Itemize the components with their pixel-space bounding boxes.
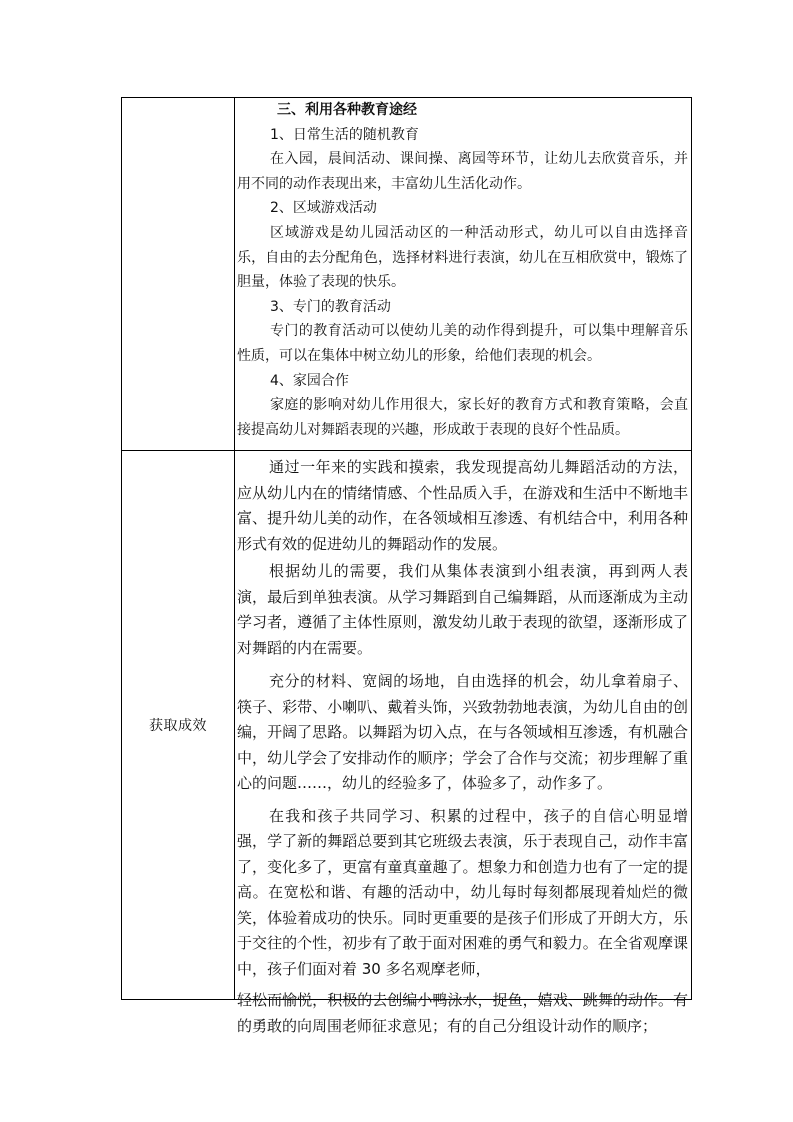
table-row-methods bbox=[122, 98, 691, 451]
results-content-cell bbox=[235, 451, 691, 1035]
methods-content-cell bbox=[235, 98, 691, 450]
item-2-title: 2、区域游戏活动 bbox=[270, 200, 377, 217]
results-label-cell bbox=[122, 451, 235, 999]
results-paragraph-4: 在我和孩子共同学习、积累的过程中，孩子的自信心明显增强，学了新的舞蹈总要到其它班级去表演，乐于表现自己，动作丰富了，变化多了，更富有童真童趣了。想象力和创造力也有了一定的提高。在宽松和谐、有趣的活动中，幼儿每时每刻都展现着灿烂的微笑，体验着成功的快乐。同时更重要的是孩子们形成了开朗大方，乐于交往的个性，初步有了敢于面对困难的勇气和毅力。在全省观摩课中，孩子们面对着 30 多名观摩老师， bbox=[237, 806, 688, 978]
document-table bbox=[121, 97, 692, 1035]
row-label-cell bbox=[122, 98, 235, 450]
section-heading: 三、利用各种教育途经 bbox=[277, 102, 417, 118]
item-1-text: 在入园，晨间活动、课间操、离园等环节，让幼儿去欣赏音乐，并用不同的动作表现出来，丰富幼儿生活化动作。 bbox=[237, 151, 688, 192]
results-paragraph-3: 充分的材料、宽阔的场地，自由选择的机会，幼儿拿着扇子、筷子、彩带、小喇叭、戴着头饰，兴致勃勃地表演，为幼儿自由的创编，开阔了思路。以舞蹈为切入点，在与各领域相互渗透，有机融合中，幼儿学会了安排动作的顺序；学会了合作与交流；初步理解了重心的问题……，幼儿的经验多了，体验多了，动作多了。 bbox=[237, 672, 688, 792]
results-paragraph-1: 通过一年来的实践和摸索，我发现提高幼儿舞蹈活动的方法，应从幼儿内在的情绪情感、个性品质入手，在游戏和生活中不断地丰富、提升幼儿美的动作，在各领域相互渗透、有机结合中，利用各种形式有效的促进幼儿的舞蹈动作的发展。 bbox=[237, 458, 688, 553]
item-4-text: 家庭的影响对幼儿作用很大，家长好的教育方式和教育策略，会直接提高幼儿对舞蹈表现的兴趣，形成敢于表现的良好个性品质。 bbox=[237, 397, 688, 438]
item-4-title: 4、家园合作 bbox=[270, 372, 349, 389]
item-3-text: 专门的教育活动可以使幼儿美的动作得到提升，可以集中理解音乐性质，可以在集体中树立幼儿的形象，给他们表现的机会。 bbox=[237, 323, 688, 364]
item-3-title: 3、专门的教育活动 bbox=[270, 298, 391, 315]
item-2-text: 区域游戏是幼儿园活动区的一种活动形式，幼儿可以自由选择音乐，自由的去分配角色，选择材料进行表演，幼儿在互相欣赏中，锻炼了胆量，体验了表现的快乐。 bbox=[237, 224, 688, 291]
item-1-title: 1、日常生活的随机教育 bbox=[270, 126, 419, 143]
results-paragraph-2: 根据幼儿的需要，我们从集体表演到小组表演，再到两人表演，最后到单独表演。从学习舞蹈到自己编舞蹈，从而逐渐成为主动学习者，遵循了主体性原则，激发幼儿敢于表现的欲望，逐渐形成了对舞蹈的内在需要。 bbox=[237, 562, 688, 657]
results-label: 获取成效 bbox=[149, 718, 207, 734]
results-paragraph-5: 轻松而愉悦，积极的去创编小鸭泳水，捉鱼，嬉戏、跳舞的动作。有的勇敢的向周围老师征求意见；有的自己分组设计动作的顺序； bbox=[237, 991, 688, 1035]
table-row-results bbox=[122, 451, 691, 1035]
